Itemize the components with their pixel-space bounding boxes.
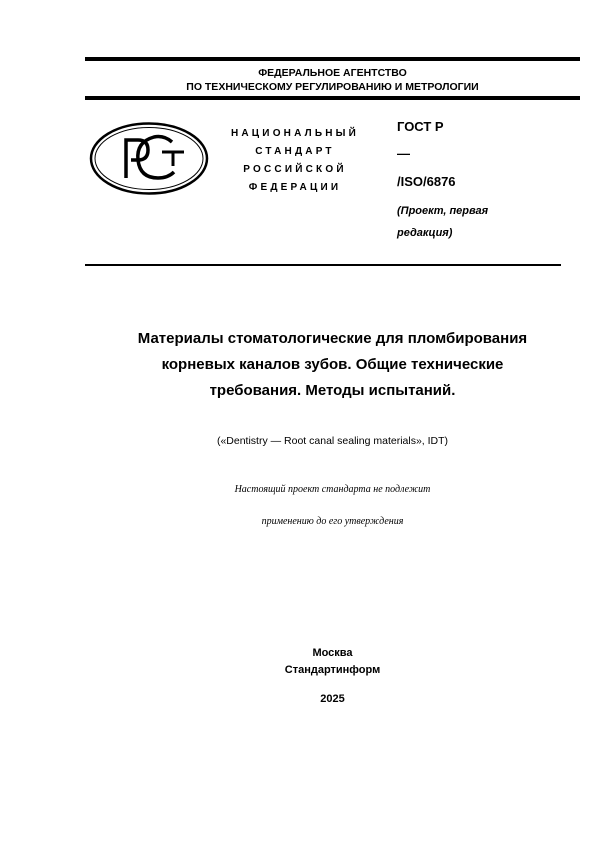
imprint-city: Москва: [312, 647, 353, 659]
draft-status: [397, 200, 547, 244]
agency-line-2: ПО ТЕХНИЧЕСКОМУ РЕГУЛИРОВАНИЮ И МЕТРОЛОГИИ: [186, 81, 479, 93]
natl-line-4: ФЕДЕРАЦИИ: [248, 182, 342, 193]
draft-note: [85, 474, 580, 538]
header-rule: [85, 96, 580, 100]
note-line-2: применению до его утверждения: [261, 516, 404, 527]
draft-status-line-1: (Проект, первая: [397, 205, 489, 217]
title-line-3: требования. Методы испытаний.: [209, 382, 456, 399]
designation-line-1: ГОСТ Р: [397, 119, 444, 134]
note-line-1: Настоящий проект стандарта не подлежит: [234, 484, 431, 495]
top-rule: [85, 57, 580, 61]
designation-line-2: —: [397, 146, 410, 161]
title-line-1: Материалы стоматологические для пломбирования: [137, 330, 528, 347]
title-line-2: корневых каналов зубов. Общие технические: [161, 356, 504, 373]
natl-line-3: РОССИЙСКОЙ: [243, 164, 347, 175]
natl-line-2: СТАНДАРТ: [255, 146, 335, 157]
imprint-year: 2025: [320, 693, 345, 705]
agency-line-1: ФЕДЕРАЛЬНОЕ АГЕНТСТВО: [258, 67, 407, 79]
draft-status-line-2: редакция): [397, 227, 453, 239]
designation-line-3: /ISO/6876: [397, 174, 456, 189]
imprint: [85, 645, 580, 708]
natl-line-1: НАЦИОНАЛЬНЫЙ: [230, 128, 360, 139]
imprint-publisher: Стандартинформ: [284, 664, 381, 676]
international-reference: («Dentistry — Root canal sealing materials», IDT): [216, 435, 449, 447]
national-standard-label: [215, 125, 375, 197]
agency-name: [85, 66, 580, 94]
section-divider: [85, 264, 561, 266]
document-title: [85, 326, 580, 404]
rst-logo-icon: [88, 120, 210, 197]
